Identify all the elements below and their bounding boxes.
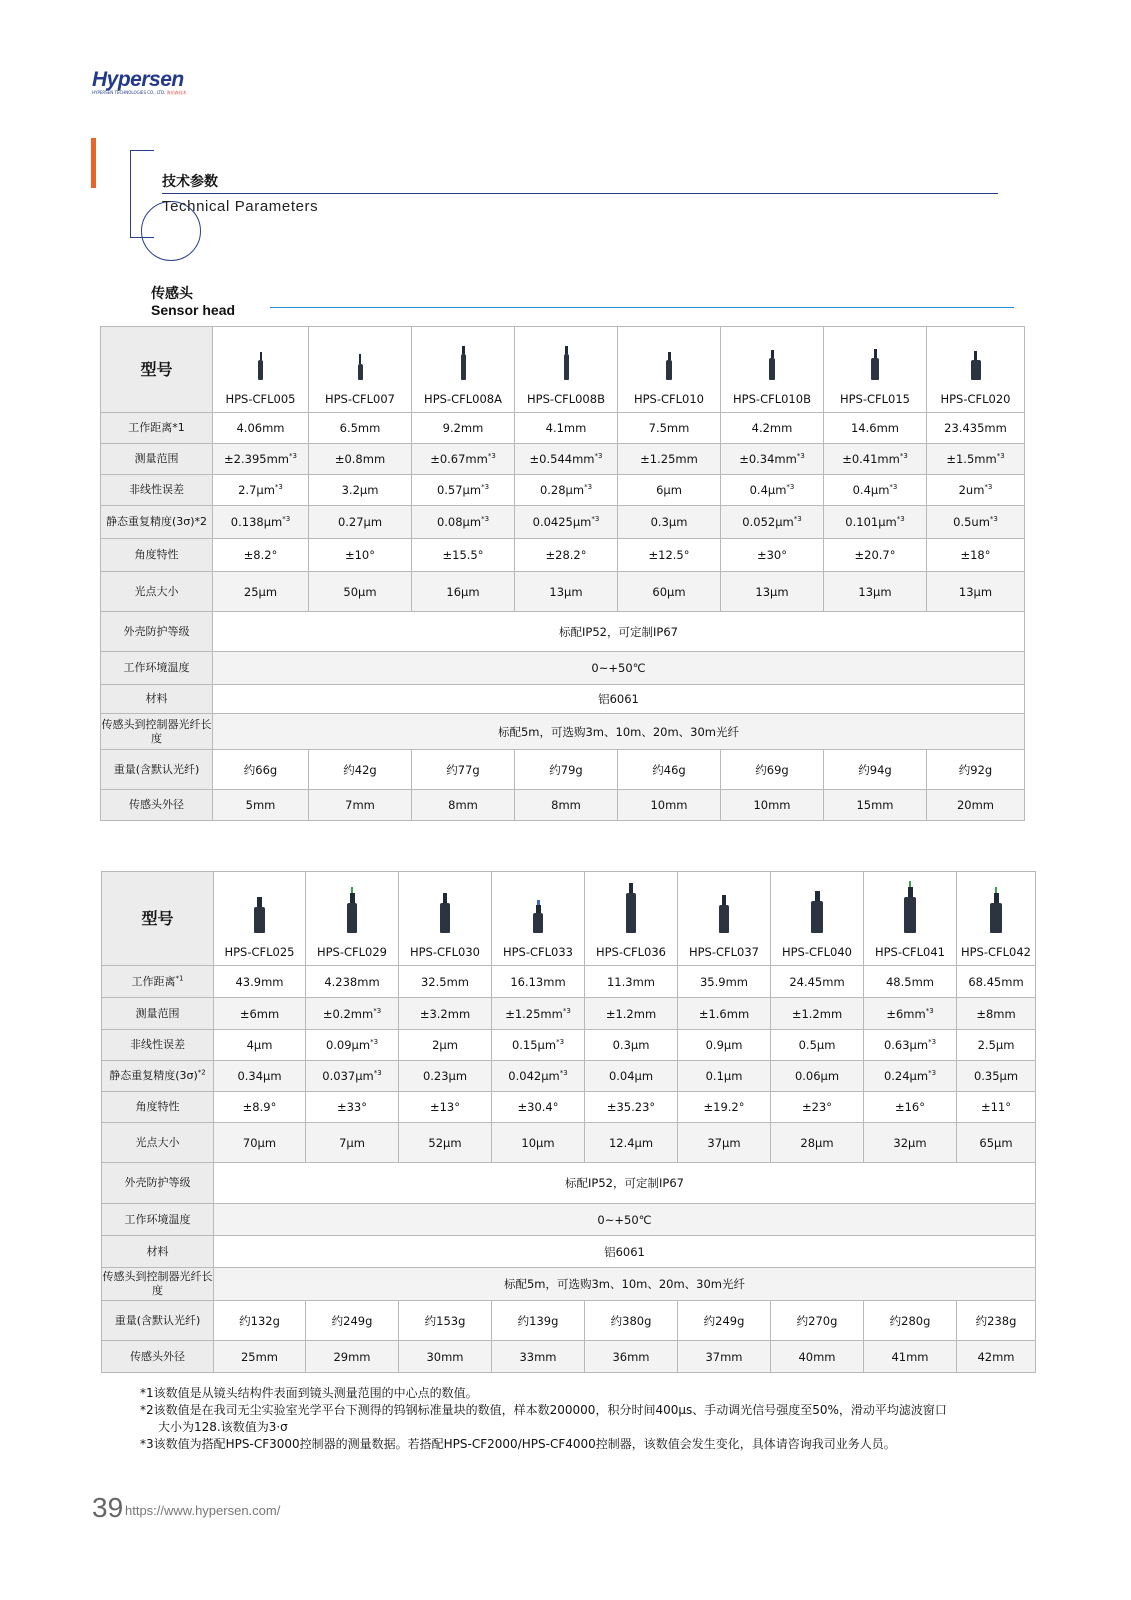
spec-value: 0.3μm [585, 1030, 678, 1061]
spec-value: 0.1μm [678, 1061, 771, 1092]
spec-value: 约238g [957, 1301, 1036, 1341]
model-name: HPS-CFL037 [688, 945, 760, 959]
row-label-repeatability: 静态重复精度(3σ)*2 [101, 506, 213, 539]
spec-value: 48.5mm [864, 966, 957, 998]
logo-tagline [92, 90, 192, 95]
model-cell [678, 872, 771, 966]
spec-value: $0.57\mu m^{*3}$ [412, 475, 515, 506]
spec-value: 约380g [585, 1301, 678, 1341]
spec-value: 9.2mm [412, 413, 515, 444]
spec-value-text: 0.138μm [230, 515, 283, 529]
spec-value: 0.35μm [957, 1061, 1036, 1092]
sensor-head-image [412, 346, 514, 380]
spec-value: $0.15\mu m^{*3}$ [492, 1030, 585, 1061]
model-name: HPS-CFL007 [324, 392, 396, 406]
spec-value-text: 0.15μm [511, 1038, 557, 1052]
footnote-1: *1该数值是从镜头结构件表面到镜头测量范围的中心点的数值。 [140, 1386, 478, 1400]
row-label-angle: 角度特性 [101, 539, 213, 572]
row-label-angle: 角度特性 [102, 1092, 214, 1123]
model-cell [309, 327, 412, 413]
spec-value: 约153g [399, 1301, 492, 1341]
spec-value: 0.23μm [399, 1061, 492, 1092]
sensor-head-image [515, 346, 617, 380]
spec-value-text: ±2.395mm [224, 452, 289, 466]
spec-value: ±8.9° [214, 1092, 306, 1123]
row-label-diameter: 传感头外径 [101, 790, 213, 821]
spec-value: 0.27μm [309, 506, 412, 539]
spec-value: 40mm [771, 1341, 864, 1373]
spec-value-text: 0.4μm [749, 483, 787, 497]
spec-value: 约249g [678, 1301, 771, 1341]
spec-value: ±0.8mm [309, 444, 412, 475]
spec-value: $0.5um^{*3}$ [927, 506, 1025, 539]
row-label-repeatability: 静态重复精度$(3\sigma)^{*2}$ [102, 1061, 214, 1092]
sensor-head-image [771, 891, 863, 933]
spec-value: 23.435mm [927, 413, 1025, 444]
spec-value-text: ±0.67mm [430, 452, 488, 466]
spec-value: 3.2μm [309, 475, 412, 506]
row-label-material: 材料 [101, 685, 213, 714]
footer-url: https://www.hypersen.com/ [125, 1503, 281, 1518]
row-label-measuring-range: 测量范围 [102, 998, 214, 1030]
spec-value-text: 0.5um [953, 515, 990, 529]
spec-value: 11.3mm [585, 966, 678, 998]
row-label-weight: 重量(含默认光纤) [101, 750, 213, 790]
spec-value-text: 0.4μm [852, 483, 890, 497]
spec-value: 约69g [721, 750, 824, 790]
spec-value: ±30° [721, 539, 824, 572]
spec-value: 32μm [864, 1123, 957, 1163]
spec-value: ±23° [771, 1092, 864, 1123]
spec-value: $0.0425\mu m^{*3}$ [515, 506, 618, 539]
spec-value-text: 0.57μm [436, 483, 482, 497]
spec-value: 约280g [864, 1301, 957, 1341]
spec-value: 41mm [864, 1341, 957, 1373]
merged-value: 标配5m，可选购3m、10m、20m、30m光纤 [213, 714, 1025, 750]
sensor-head-image [721, 350, 823, 380]
spec-value: 7.5mm [618, 413, 721, 444]
row-label-nonlinearity: 非线性误差 [101, 475, 213, 506]
spec-value: $0.037\mu m^{*3}$ [306, 1061, 399, 1092]
spec-value: ±6mm [214, 998, 306, 1030]
merged-value: 铝6061 [213, 685, 1025, 714]
hypersen-logo [92, 70, 192, 100]
spec-value: $\pm 0.2mm^{*3}$ [306, 998, 399, 1030]
section-title-en: Technical Parameters [162, 198, 319, 215]
model-cell [824, 327, 927, 413]
spec-value: 0.9μm [678, 1030, 771, 1061]
sensor-spec-table-2 [101, 871, 1036, 1373]
spec-value-text: 0.042μm [508, 1069, 560, 1083]
merged-value: 铝6061 [214, 1236, 1036, 1268]
spec-value: 13μm [927, 572, 1025, 612]
spec-value: 25mm [214, 1341, 306, 1373]
model-name: HPS-CFL005 [225, 392, 296, 406]
spec-value: 约42g [309, 750, 412, 790]
spec-value: ±16° [864, 1092, 957, 1123]
spec-value: 10μm [492, 1123, 585, 1163]
spec-value: 20mm [927, 790, 1025, 821]
model-cell [771, 872, 864, 966]
spec-value-text: ±0.544mm [529, 452, 595, 466]
model-cell [213, 327, 309, 413]
model-cell [618, 327, 721, 413]
spec-value: 12.4μm [585, 1123, 678, 1163]
sensor-head-image [678, 895, 770, 933]
spec-value: 36mm [585, 1341, 678, 1373]
sensor-head-image [957, 887, 1035, 933]
spec-value: ±8.2° [213, 539, 309, 572]
spec-value-text: ±6mm [886, 1006, 926, 1021]
sensor-head-image [618, 352, 720, 380]
section-title-cn: 技术参数 [162, 174, 218, 190]
spec-value: 65μm [957, 1123, 1036, 1163]
spec-value: 13μm [721, 572, 824, 612]
spec-value: 33mm [492, 1341, 585, 1373]
spec-value-text: 0.037μm [322, 1069, 374, 1083]
spec-value: $\pm 0.41mm^{*3}$ [824, 444, 927, 475]
spec-value: $\pm 0.544mm^{*3}$ [515, 444, 618, 475]
spec-value: ±11° [957, 1092, 1036, 1123]
spec-value: $\pm 0.34mm^{*3}$ [721, 444, 824, 475]
model-name: HPS-CFL033 [502, 945, 574, 959]
row-label-working-distance: 工作距离*1 [101, 413, 213, 444]
spec-value: $0.08\mu m^{*3}$ [412, 506, 515, 539]
model-cell [492, 872, 585, 966]
spec-value: 37μm [678, 1123, 771, 1163]
row-label-weight: 重量(含默认光纤) [102, 1301, 214, 1341]
spec-value: 30mm [399, 1341, 492, 1373]
page-number: 39 [92, 1492, 124, 1523]
spec-value: 68.45mm [957, 966, 1036, 998]
model-cell [864, 872, 957, 966]
model-name: HPS-CFL041 [874, 945, 946, 959]
sensor-head-image [824, 349, 926, 380]
spec-value: 6.5mm [309, 413, 412, 444]
spec-value: 42mm [957, 1341, 1036, 1373]
spec-value: 28μm [771, 1123, 864, 1163]
row-label-spot-size: 光点大小 [102, 1123, 214, 1163]
spec-value: 0.5μm [771, 1030, 864, 1061]
spec-value: ±13° [399, 1092, 492, 1123]
row-label-working-distance: 工作距离$^{*1}$ [102, 966, 214, 998]
spec-value: ±10° [309, 539, 412, 572]
spec-value: $\pm 2.395mm^{*3}$ [213, 444, 309, 475]
row-label-protection: 外壳防护等级 [102, 1163, 214, 1204]
spec-value: 16.13mm [492, 966, 585, 998]
spec-value-text: ±1.5mm [946, 452, 997, 466]
sensor-spec-table-1 [100, 326, 1025, 821]
row-label-fiber-length: 传感头到控制器光纤长度 [101, 714, 213, 750]
spec-value: 约92g [927, 750, 1025, 790]
row-label-measuring-range: 测量范围 [101, 444, 213, 475]
spec-value: $\pm 1.5mm^{*3}$ [927, 444, 1025, 475]
spec-value: $0.24\mu m^{*3}$ [864, 1061, 957, 1092]
sensor-head-image [213, 352, 308, 380]
logo-wordmark: Hypersen [92, 68, 184, 91]
logo-tagline-cn: 海伯森技术 [166, 90, 187, 95]
model-name: HPS-CFL042 [960, 945, 1032, 959]
model-cell [214, 872, 306, 966]
model-cell [957, 872, 1036, 966]
spec-value: $0.63\mu m^{*3}$ [864, 1030, 957, 1061]
spec-value: 60μm [618, 572, 721, 612]
spec-value: 13μm [824, 572, 927, 612]
spec-value-text: 0.052μm [742, 515, 794, 529]
spec-value: ±20.7° [824, 539, 927, 572]
spec-value: 7μm [306, 1123, 399, 1163]
spec-value: $\pm 6mm^{*3}$ [864, 998, 957, 1030]
spec-value: 24.45mm [771, 966, 864, 998]
spec-value: 4.2mm [721, 413, 824, 444]
spec-value-text: 0.63μm [883, 1038, 929, 1052]
spec-value-text: 0.09μm [325, 1038, 371, 1052]
spec-value: $\pm 0.67mm^{*3}$ [412, 444, 515, 475]
row-label-nonlinearity: 非线性误差 [102, 1030, 214, 1061]
model-name: HPS-CFL020 [940, 392, 1011, 406]
sensor-head-image [927, 351, 1024, 380]
spec-value: ±33° [306, 1092, 399, 1123]
footnote-3: *3该数值为搭配HPS-CF3000控制器的测量数据。若搭配HPS-CF2000/HPS-CF4000控制器，该数值会发生变化，具体请咨询我司业务人员。 [140, 1437, 896, 1451]
spec-value-text: 0.0425μm [532, 515, 592, 529]
spec-value: $0.09\mu m^{*3}$ [306, 1030, 399, 1061]
spec-value: ±1.2mm [585, 998, 678, 1030]
spec-value: 约77g [412, 750, 515, 790]
spec-value: 52μm [399, 1123, 492, 1163]
spec-value-text: 2um [958, 483, 985, 497]
spec-value: 7mm [309, 790, 412, 821]
model-cell [399, 872, 492, 966]
spec-value: 约132g [214, 1301, 306, 1341]
subsection-title-cn: 传感头 [151, 286, 193, 302]
model-name: HPS-CFL025 [224, 945, 295, 959]
spec-value: 0.34μm [214, 1061, 306, 1092]
spec-value: ±30.4° [492, 1092, 585, 1123]
merged-value: 标配IP52，可定制IP67 [214, 1163, 1036, 1204]
row-label-temperature: 工作环境温度 [102, 1204, 214, 1236]
model-cell [306, 872, 399, 966]
model-cell [412, 327, 515, 413]
spec-value-text: ±0.2mm [322, 1006, 374, 1021]
spec-value-text: 0.08μm [436, 515, 482, 529]
spec-value: 14.6mm [824, 413, 927, 444]
sensor-head-image [306, 887, 398, 933]
spec-value: ±3.2mm [399, 998, 492, 1030]
sensor-head-image [492, 900, 584, 933]
spec-value: $0.4\mu m^{*3}$ [721, 475, 824, 506]
model-name: HPS-CFL015 [839, 392, 911, 406]
merged-value: 标配5m，可选购3m、10m、20m、30m光纤 [214, 1268, 1036, 1301]
spec-value: 5mm [213, 790, 309, 821]
footnote-2-continued: 大小为128.该数值为3·σ [158, 1420, 288, 1434]
spec-value: 约270g [771, 1301, 864, 1341]
spec-value: 15mm [824, 790, 927, 821]
spec-value: 8mm [515, 790, 618, 821]
spec-value: 0.04μm [585, 1061, 678, 1092]
spec-value: ±35.23° [585, 1092, 678, 1123]
spec-value: $0.4\mu m^{*3}$ [824, 475, 927, 506]
spec-value: 4.1mm [515, 413, 618, 444]
spec-value: 2.5μm [957, 1030, 1036, 1061]
spec-value: 50μm [309, 572, 412, 612]
sensor-head-image [399, 893, 491, 933]
row-label-spot-size: 光点大小 [101, 572, 213, 612]
spec-value: $0.052\mu m^{*3}$ [721, 506, 824, 539]
footnote-2: *2该数值是在我司无尘实验室光学平台下测得的钨钢标准量块的数值，样本数200000，积分时间400μs、手动调光信号强度至50%，滑动平均滤波窗口 [140, 1403, 947, 1417]
spec-value: 32.5mm [399, 966, 492, 998]
spec-value: 10mm [618, 790, 721, 821]
spec-value: 25μm [213, 572, 309, 612]
model-cell [721, 327, 824, 413]
spec-value: $\pm 1.25mm^{*3}$ [492, 998, 585, 1030]
spec-value: 约79g [515, 750, 618, 790]
section-accent-bar [91, 138, 96, 188]
spec-value: 2μm [399, 1030, 492, 1061]
spec-value: 29mm [306, 1341, 399, 1373]
spec-value: ±1.25mm [618, 444, 721, 475]
spec-value: 0.3μm [618, 506, 721, 539]
spec-value: $0.101\mu m^{*3}$ [824, 506, 927, 539]
row-label-temperature: 工作环境温度 [101, 652, 213, 685]
spec-value: $0.28\mu m^{*3}$ [515, 475, 618, 506]
model-header-label: 型号 [102, 872, 214, 966]
spec-value: 4.06mm [213, 413, 309, 444]
sensor-head-image [214, 897, 305, 933]
logo-tagline-en: HYPERSEN TECHNOLOGIES CO., LTD. [92, 90, 166, 95]
spec-value-text: ±0.34mm [739, 452, 797, 466]
spec-value: 约46g [618, 750, 721, 790]
spec-value: ±28.2° [515, 539, 618, 572]
spec-value-text: 0.101μm [845, 515, 897, 529]
row-label-material: 材料 [102, 1236, 214, 1268]
spec-value: 8mm [412, 790, 515, 821]
spec-value: $0.042\mu m^{*3}$ [492, 1061, 585, 1092]
row-label-diameter: 传感头外径 [102, 1341, 214, 1373]
spec-value: $2um^{*3}$ [927, 475, 1025, 506]
spec-value: 6μm [618, 475, 721, 506]
spec-value: 0.06μm [771, 1061, 864, 1092]
model-name: HPS-CFL010B [733, 392, 811, 406]
merged-value: 标配IP52，可定制IP67 [213, 612, 1025, 652]
spec-value: 4μm [214, 1030, 306, 1061]
spec-value-text: 0.28μm [539, 483, 585, 497]
sensor-head-image [309, 354, 411, 380]
spec-value: ±15.5° [412, 539, 515, 572]
model-name: HPS-CFL036 [595, 945, 667, 959]
spec-value: ±1.2mm [771, 998, 864, 1030]
spec-value: 16μm [412, 572, 515, 612]
sensor-head-image [585, 883, 677, 933]
spec-value-text: 2.7μm [238, 483, 275, 497]
model-cell [515, 327, 618, 413]
spec-value: 约249g [306, 1301, 399, 1341]
subsection-divider [270, 307, 1014, 308]
spec-value-text: ±0.41mm [842, 452, 900, 466]
spec-value: ±18° [927, 539, 1025, 572]
model-cell [585, 872, 678, 966]
spec-value: 4.238mm [306, 966, 399, 998]
model-header-label: 型号 [101, 327, 213, 413]
model-name: HPS-CFL008B [527, 392, 605, 406]
spec-value-text: ±1.25mm [505, 1006, 563, 1021]
spec-value: 43.9mm [214, 966, 306, 998]
row-label-fiber-length: 传感头到控制器光纤长度 [102, 1268, 214, 1301]
sensor-head-image [864, 881, 956, 933]
model-name: HPS-CFL008A [424, 392, 502, 406]
spec-value: 约94g [824, 750, 927, 790]
spec-value: $2.7\mu m^{*3}$ [213, 475, 309, 506]
spec-value: 约66g [213, 750, 309, 790]
spec-value: ±19.2° [678, 1092, 771, 1123]
row-label-protection: 外壳防护等级 [101, 612, 213, 652]
spec-value: 70μm [214, 1123, 306, 1163]
spec-value: 35.9mm [678, 966, 771, 998]
spec-value: ±1.6mm [678, 998, 771, 1030]
model-name: HPS-CFL030 [409, 945, 481, 959]
model-name: HPS-CFL029 [316, 945, 388, 959]
model-name: HPS-CFL010 [633, 392, 705, 406]
merged-value: 0~+50℃ [213, 652, 1025, 685]
spec-value: 37mm [678, 1341, 771, 1373]
spec-value: 约139g [492, 1301, 585, 1341]
spec-value: 10mm [721, 790, 824, 821]
spec-value: ±8mm [957, 998, 1036, 1030]
model-cell [927, 327, 1025, 413]
spec-value: ±12.5° [618, 539, 721, 572]
footnotes [140, 1385, 1000, 1453]
spec-value-text: 0.24μm [883, 1069, 929, 1083]
spec-value: $0.138\mu m^{*3}$ [213, 506, 309, 539]
subsection-title-en: Sensor head [151, 302, 236, 318]
merged-value: 0~+50℃ [214, 1204, 1036, 1236]
section-divider [162, 193, 998, 194]
spec-value: 13μm [515, 572, 618, 612]
model-name: HPS-CFL040 [781, 945, 853, 959]
